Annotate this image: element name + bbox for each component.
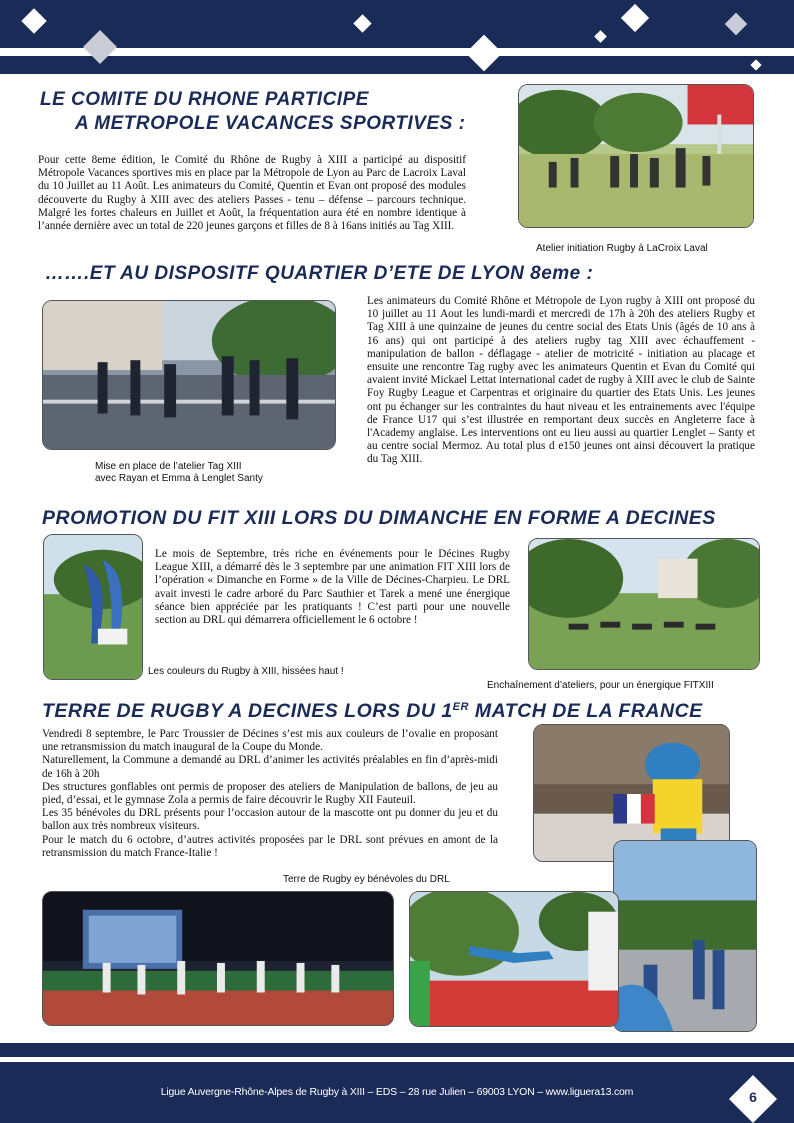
footer-address: Ligue Auvergne-Rhône-Alpes de Rugby à XIII – EDS – 28 rue Julien – 69003 LYON – www.liguera13.com [160, 1086, 634, 1098]
title-text: TERRE DE RUGBY A DECINES LORS DU 1 [42, 700, 453, 722]
photo-fit-xiii [528, 538, 760, 670]
photo-caption: Terre de Rugby ey bénévoles du DRL [283, 874, 450, 885]
title-superscript: ER [452, 701, 469, 713]
section-title: …….ET AU DISPOSITF QUARTIER D’ETE DE LYON 8eme : [45, 263, 594, 284]
header-band [0, 0, 794, 48]
section-title: LE COMITE DU RHONE PARTICIPE [40, 89, 369, 110]
article-body: Le mois de Septembre, très riche en événements pour le Décines Rugby League XIII, a démarré dès le 3 septembre par une animation FIT XIII lors de l’opération « Dimanche en Forme » de la Ville de Décines-Charpieu. Le DRL avait investi le cadre arboré du Parc Sauthier et Tarek a mené une énergique séance bien appréciée par les pratiquants ! C’est parti pour une nouvelle section au DRL qui démarrera officiellement le 6 octobre ! [155, 548, 510, 627]
photo-lenglet-santy [42, 300, 336, 450]
section-title: A METROPOLE VACANCES SPORTIVES : [75, 113, 466, 134]
photo-caption: Les couleurs du Rugby à XIII, hissées haut ! [148, 666, 344, 677]
photo-caption: Enchaînement d’ateliers, pour un énergique FITXIII [487, 680, 714, 691]
photo-lacroix-laval [518, 84, 754, 228]
photo-big-screen [42, 891, 394, 1026]
article-body: Vendredi 8 septembre, le Parc Troussier de Décines s’est mis aux couleurs de l’ovalie en proposant une retransmission du match inaugural de la Coupe du Monde. Naturellement, la Commune a demandé au DRL d’animer les activités préalables en fin d’après-midi de 16h à 20h Des structures gonflables ont permis de proposer des ateliers de Manipulation de ballons, de jeu au pied, d’essai, et le gymnase Zola a permis de faire découvrir le Rugby XII Fauteuil. Les 35 bénévoles du DRL présents pour l’occasion autour de la mascotte ont pu donner du jeu et du ballon aux très nombreux visiteurs. Pour le match du 6 octobre, d’autres activités proposées par le DRL sont prévues en amont de la retransmission du match France-Italie ! [42, 728, 498, 859]
photo-caption: Mise en place de l’atelier Tag XIII [95, 461, 242, 472]
photo-rugby-fauteuil [613, 840, 757, 1032]
article-body: Pour cette 8eme édition, le Comité du Rhône de Rugby à XIII a participé au dispositif Métropole Vacances sportives mis en place par la Métropole de Lyon au Parc de Lacroix Laval du 10 Juillet au 11 Août. Les animateurs du Comité, Quentin et Evan ont proposé des modules découverte du Rugby à XIII avec des ateliers Passes - tenu – défense – parcours technique. Malgré les fortes chaleurs en Juillet et Août, la fréquentation aura été en nombre identique à l’année dernière avec un total de 220 jeunes garçons et filles de 8 à 16ans initiés au Tag XIII. [38, 154, 466, 233]
page-number: 6 [749, 1089, 757, 1105]
photo-caption: avec Rayan et Emma à Lenglet Santy [95, 473, 263, 484]
title-text: MATCH DE LA FRANCE [468, 700, 703, 722]
section-title [42, 700, 703, 723]
article-body: Les animateurs du Comité Rhône et Métropole de Lyon rugby à XIII ont proposé du 10 juillet au 11 Aout les lundi-mardi et mercredi de 17h à 20h des ateliers Rugby et Tag XIII à une quinzaine de jeunes du centre social des Etats Unis (âgés de 10 ans à 16 ans) qui ont participé à des ateliers rugby tag XIII avec échauffement - manipulation de ballon - déflagage - atelier de motricité - initiation au placage et ensuite une rencontre Tag rugby avec les animateurs Quentin et Evan du Comité qui avaient invité Mickael Lettat international cadet de rugby à XIII avec le club de Sainte Foy Rugby League et Carpentras et originaire du quartier des Etats Unis. Les jeunes ont pu échanger sur les contraintes du haut niveau et les entrainements avec l'équipe de France U17 qui s’est illustrée en remportant deux succès en Angleterre face à l'Academy anglaise. Les interventions ont eu lieu aussi au quartier Lenglet – Santy et au centre social Mermoz. Au total plus d e150 jeunes ont ainsi découvert la pratique du Tag XIII. [367, 295, 755, 466]
photo-caption: Atelier initiation Rugby à LaCroix Laval [536, 243, 708, 254]
header-stripe [0, 56, 794, 74]
photo-flags [43, 534, 143, 680]
photo-inflatable [409, 891, 619, 1027]
footer-stripe [0, 1043, 794, 1057]
section-title: PROMOTION DU FIT XIII LORS DU DIMANCHE EN FORME A DECINES [42, 507, 716, 529]
